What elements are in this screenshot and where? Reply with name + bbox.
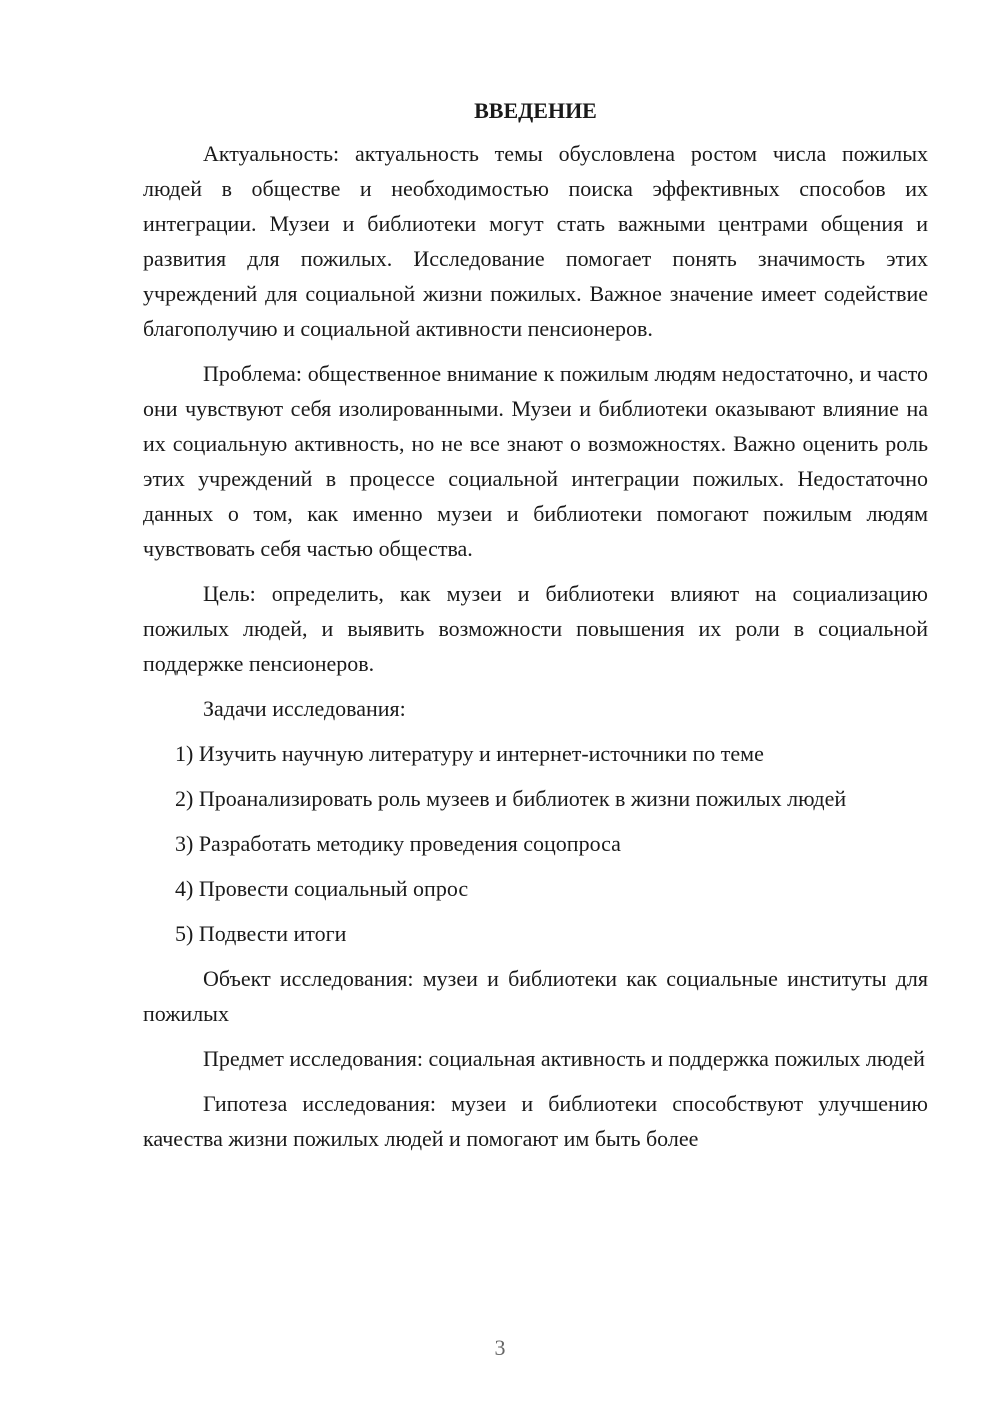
paragraph-goal: Цель: определить, как музеи и библиотеки влияют на социализацию пожилых людей, и выявить возможности повышения их роли в социальной поддержке пенсионеров. — [143, 581, 928, 676]
paragraph-object: Объект исследования: музеи и библиотеки как социальные институты для пожилых — [143, 966, 928, 1026]
paragraph-hypothesis: Гипотеза исследования: музеи и библиотеки способствуют улучшению качества жизни пожилых людей и помогают им быть более — [143, 1091, 928, 1151]
task-item-2: 2) Проанализировать роль музеев и библиотек в жизни пожилых людей — [175, 786, 847, 811]
section-heading: ВВЕДЕНИЕ — [474, 98, 597, 123]
page-number: 3 — [494, 1335, 506, 1360]
paragraph-relevance: Актуальность: актуальность темы обусловлена ростом числа пожилых людей в обществе и необходимостью поиска эффективных способов их интеграции. Музеи и библиотеки могут стать важными центрами общения и развития для пожилых. Исследование помогает понять значимость этих учреждений для социальной жизни пожилых. Важное значение имеет содействие благополучию и социальной активности пенсионеров. — [143, 141, 928, 341]
page-content — [143, 96, 928, 1166]
tasks-heading: Задачи исследования: — [203, 696, 406, 721]
task-item-5: 5) Подвести итоги — [175, 921, 347, 946]
task-item-1: 1) Изучить научную литературу и интернет-источники по теме — [175, 741, 764, 766]
paragraph-subject: Предмет исследования: социальная активность и поддержка пожилых людей — [203, 1046, 925, 1071]
task-item-3: 3) Разработать методику проведения соцопроса — [175, 831, 621, 856]
task-item-4: 4) Провести социальный опрос — [175, 876, 469, 901]
paragraph-problem: Проблема: общественное внимание к пожилым людям недостаточно, и часто они чувствуют себя изолированными. Музеи и библиотеки оказывают влияние на их социальную активность, но не все знают о возможностях. Важно оценить роль этих учреждений в процессе социальной интеграции пожилых. Недостаточно данных о том, как именно музеи и библиотеки помогают пожилым людям чувствовать себя частью общества. — [143, 361, 928, 561]
